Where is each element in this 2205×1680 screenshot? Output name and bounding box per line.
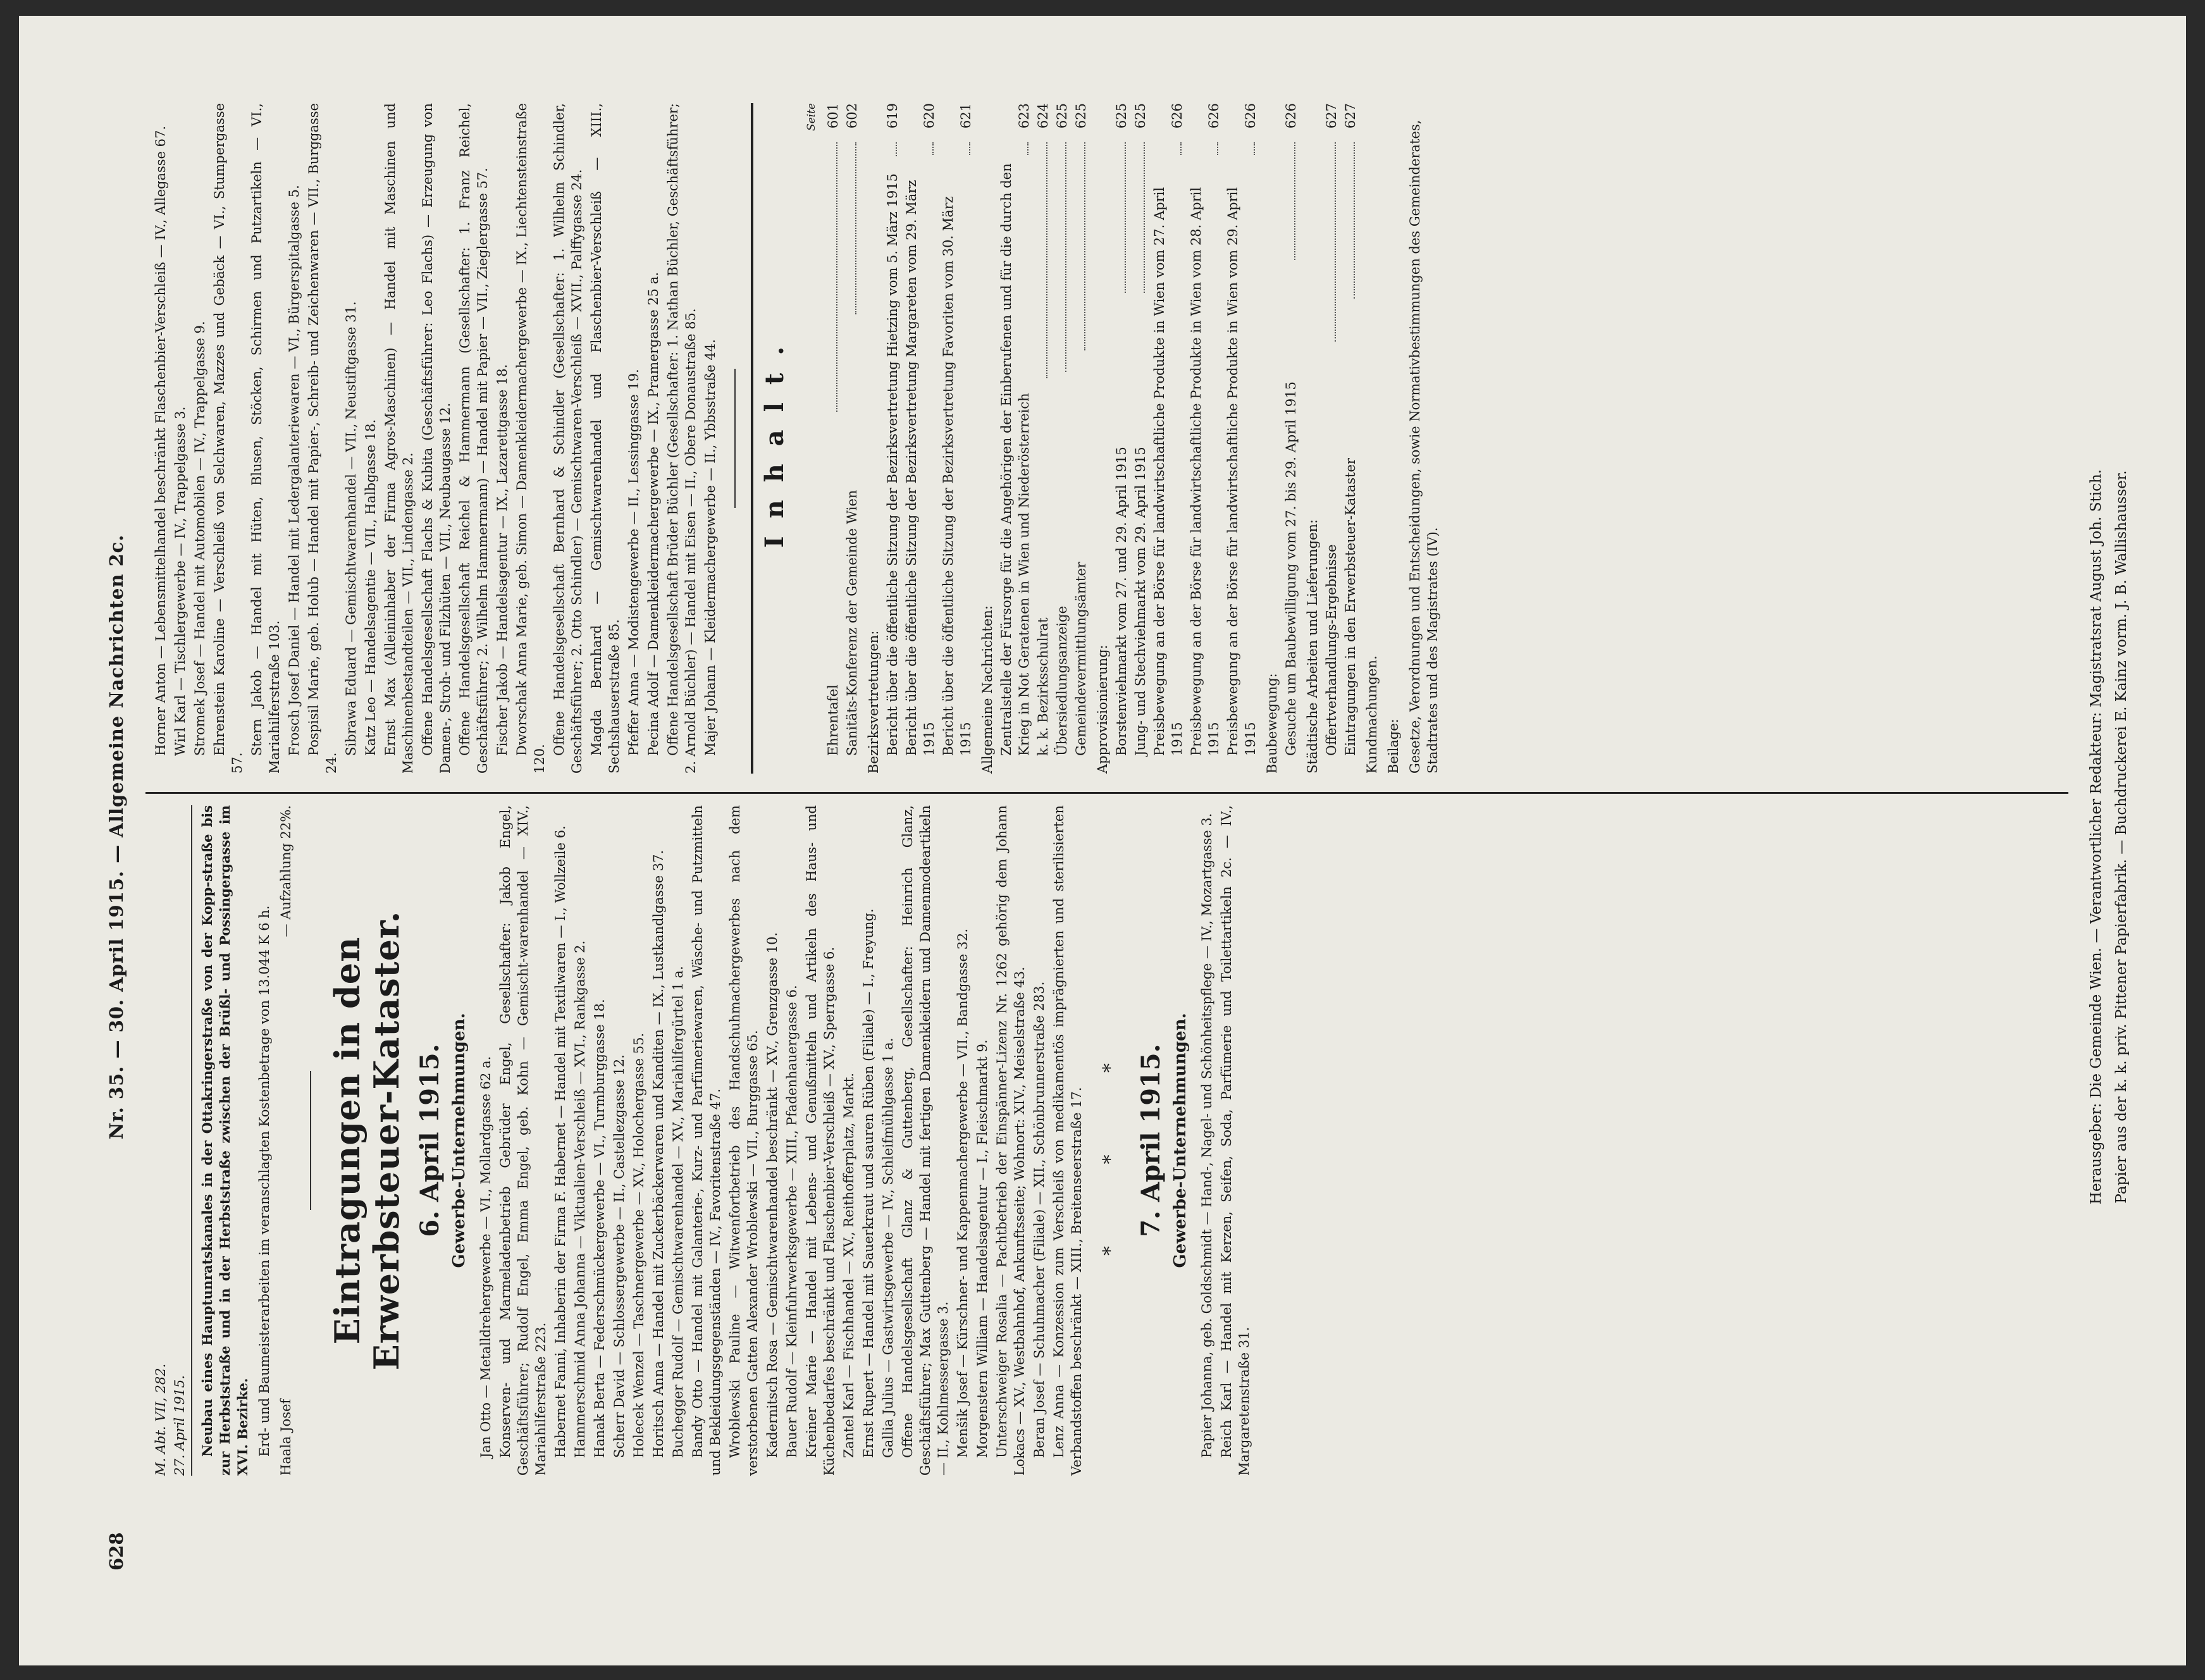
list-item: Stromek Josef — Handel mit Automobilen — IV., Trappelgasse 9.: [192, 321, 207, 756]
list-item: Offene Handelsgesellschaft Flachs & Kubita (Geschäftsführer: Leo Flachs) — Erzeugung von Damen-, Stroh- und Filzhüten — VII., Neubaugasse 12.: [420, 103, 453, 774]
toc-row: [1342, 103, 1359, 774]
entry-list-2: [1198, 805, 1253, 1476]
toc-row: [1224, 103, 1259, 774]
list-item: Horner Anton — Lebensmittelhandel beschränkt Flaschenbier-Verschleiß — IV., Allegasse 67.: [153, 125, 168, 756]
toc-row: [1151, 103, 1186, 774]
toc-page-number: 625: [1073, 102, 1089, 129]
list-item: Jan Otto — Metalldrehergewerbe — VI., Mollardgasse 62 a.: [478, 1056, 493, 1458]
toc-leader-dots: [1354, 142, 1355, 299]
list-item: Katz Leo — Handelsagentie — VII., Halbgasse 18.: [363, 419, 378, 756]
running-head: Nr. 35. — 30. April 1915. — Allgemeine Nachrichten 2c.: [106, 534, 127, 1140]
toc-leader-dots: [1180, 142, 1182, 155]
toc-group-heading: Städtische Arbeiten und Lieferungen:: [1305, 519, 1320, 774]
divider-rule: [734, 369, 736, 508]
toc-group-heading: Beilage:: [1386, 719, 1401, 774]
toc-entry-text: Preisbewegung an der Börse für landwirtschaftliche Produkte in Wien vom 29. April 1915: [1225, 187, 1258, 756]
list-item: Fischer Jakob — Handelsagentur — IX., Lazarettgasse 18.: [495, 364, 510, 756]
printer-line: Papier aus der k. k. priv. Pittener Papierfabrik. — Buchdruckerei E. Kainz vorm. J. B. Wallishausser.: [2113, 470, 2130, 1204]
page-number: 628: [106, 1532, 127, 1571]
list-item: Ernst Rupert — Handel mit Sauerkraut und sauren Rüben (Filiale) — I., Freyung.: [861, 908, 876, 1458]
entry-list-3: [152, 103, 719, 774]
toc-page-number: 624: [1035, 102, 1051, 129]
toc-entry-text: Bericht über die öffentliche Sitzung der Bezirksvertretung Favoriten vom 30. März 1915: [941, 196, 973, 756]
toc-entry-text: Gemeindevermittlungsämter: [1073, 562, 1089, 756]
toc-entry-text: Bericht über die öffentliche Sitzung der Bezirksvertretung Margareten vom 29. März 1915: [904, 180, 937, 756]
toc-group-heading: Gesetze, Verordnungen und Entscheidungen, sowie Normativbestimmungen des Gemeinderates, Stadtrates und des Magistrates (IV).: [1407, 120, 1440, 774]
toc-row: [1053, 103, 1071, 774]
toc-row: [1323, 103, 1340, 774]
toc-page-number: 627: [1324, 103, 1339, 129]
list-item: Buchegger Rudolf — Gemischtwarenhandel — XV., Mariahilfergürtel 1 a.: [670, 966, 686, 1458]
reference-date: 27. April 1915.: [171, 805, 192, 1476]
toc-row: [843, 103, 861, 774]
list-item: Zantel Karl — Fischhandel — XV., Reithofferplatz, Markt.: [841, 1073, 856, 1458]
toc-entry-text: Übersiedlungsanzeige: [1054, 605, 1070, 756]
toc-row: [903, 103, 938, 774]
list-item: Lenz Anna — Konzession zum Verschleiß von medikamentös imprägnierten und sterilisierten Verbandstoffen beschränkt — XIII., Breitenseerstraße 17.: [1051, 805, 1084, 1476]
toc-entry-text: Jung- und Stechviehmarkt vom 29. April 1915: [1133, 447, 1148, 756]
toc-page-number: 626: [1170, 103, 1185, 129]
tender-intro: Neubau eines Hauptunratskanales in der Ottakringerstraße von der Kopp-straße bis zur Herbststraße und in der Herbststraße zwischen der Brüßl- und Possingergasse im XVI. Bezirke.: [199, 805, 250, 1476]
reference-number: M. Abt. VII, 282.: [153, 1363, 168, 1476]
list-item: Konserven- und Marmeladenbetrieb Gebrüder Engel, Gesellschafter: Jakob Engel, Geschäftsführer; Rudolf Engel, Emma Engel, geb. Kohn — Gemischt-warenhandel — XIV., Mariahilferstraße 223.: [498, 805, 548, 1476]
toc-entry-text: Borstenviehmarkt vom 27. und 29. April 1915: [1114, 447, 1129, 756]
toc-entry-text: Bericht über die öffentliche Sitzung der Bezirksvertretung Hietzing vom 5. März 1915: [885, 173, 900, 756]
toc-entry-text: Sanitäts-Konferenz der Gemeinde Wien: [844, 490, 860, 756]
page-sheet: [19, 16, 2186, 1665]
tender-bid-row: [277, 805, 295, 1476]
list-item: Ernst Max (Alleininhaber der Firma Agros-Maschinen) — Handel mit Maschinen und Maschinenbestandteilen — VII., Lindengasse 2.: [383, 103, 416, 774]
list-item: Offene Handelsgesellschaft Bernhard & Schindler (Gesellschafter: 1. Wilhelm Schindler, Geschäftsführer; 2. Otto Schindler) — Gemischtwaren-Verschleiß — XVII., Palffygasse 24.: [552, 103, 584, 774]
list-item: Stern Jakob — Handel mit Hüten, Blusen, Stöcken, Schirmen und Putzartikeln — VI., Mariahilferstraße 103.: [249, 103, 282, 774]
toc-row: [824, 103, 842, 774]
toc-entry-text: Zentralstelle der Fürsorge für die Angehörigen der Einberufenen und für die durch den Krieg in Not Geratenen in Wien und Niederösterreich: [999, 163, 1032, 756]
toc-leader-dots: [896, 142, 897, 156]
table-of-contents: [824, 103, 1442, 774]
toc-page-number: 619: [885, 102, 900, 129]
section-separator-stars: * * *: [1099, 1025, 1121, 1256]
toc-page-label: Seite: [805, 103, 818, 132]
toc-entry-text: Gesuche um Baubewilligung vom 27. bis 29. April 1915: [1283, 381, 1299, 756]
toc-page-number: 625: [1054, 103, 1070, 129]
toc-row: [1034, 103, 1052, 774]
toc-page-number: 625: [1114, 102, 1129, 129]
toc-entry-text: Preisbewegung an der Börse für landwirtschaftliche Produkte in Wien vom 27. April 1915: [1152, 187, 1185, 756]
toc-row: [998, 103, 1033, 774]
toc-leader-dots: [1294, 142, 1295, 260]
toc-group-heading: Approvisionierung:: [1095, 645, 1110, 774]
left-column: [152, 805, 1255, 1476]
list-item: Offene Handelsgesellschaft Brüder Büchler (Gesellschafter: 1. Nathan Büchler, Geschäftsführer; 2. Arnold Büchler) — Handel mit Eisen — II., Obere Donaustraße 85.: [665, 103, 698, 774]
toc-page-number: 626: [1206, 103, 1221, 129]
toc-group-heading: Bezirksvertretungen:: [866, 630, 881, 774]
toc-entry-text: Eintragungen in den Erwerbsteuer-Kataster: [1343, 458, 1358, 756]
bidder-value: — Aufzahlung 22%.: [278, 805, 293, 937]
bidder-name: Haala Josef: [278, 1399, 293, 1476]
toc-page-number: 601: [825, 102, 841, 129]
list-item: Beran Josef — Schuhmacher (Filiale) — XII., Schönbrunnerstraße 283.: [1032, 981, 1047, 1458]
toc-leader-dots: [1335, 142, 1336, 342]
list-item: Majer Johann — Kleidermachergewerbe — II., Ybbsstraße 44.: [703, 339, 718, 756]
list-item: Bauer Rudolf — Kleinfuhrwerksgewerbe — XIII., Pfadenhauergasse 6.: [784, 985, 800, 1458]
list-item: Scherr David — Schlossergewerbe — II., Castellezgasse 12.: [612, 1054, 627, 1458]
toc-page-number: 626: [1243, 103, 1258, 129]
list-item: Holecek Wenzel — Taschnergewerbe — XV., Holochergasse 55.: [631, 1032, 646, 1458]
toc-page-number: 621: [958, 103, 973, 129]
toc-entry-text: Offertverhandlungs-Ergebnisse: [1324, 544, 1339, 756]
list-item: Bandy Otto — Handel mit Galanterie-, Kurz- und Parfümeriewaren, Wäsche- und Putzmitteln und Bekleidungsgegenständen — IV., Favoritenstraße 47.: [690, 805, 723, 1476]
toc-page-number: 627: [1343, 102, 1358, 129]
list-item: Papier Johanna, geb. Goldschmidt — Hand-, Nagel- und Schönheitspflege — IV., Mozartgasse 3.: [1199, 813, 1214, 1458]
toc-page-number: 625: [1133, 102, 1148, 129]
list-item: Morgenstern William — Handelsagentur — I., Fleischmarkt 9.: [975, 1039, 990, 1458]
toc-title: Inhalt.: [760, 328, 789, 548]
list-item: Pfeffer Anna — Modistengewerbe — II., Lessinggasse 19.: [626, 369, 641, 756]
list-item: Offene Handelsgesellschaft Reichel & Hammermann (Gesellschafter: 1. Franz Reichel, Geschäftsführer; 2. Wilhelm Hammermann) — Handel mit Papier — VII., Zieglergasse 57.: [457, 103, 490, 774]
toc-row: [1132, 103, 1149, 774]
toc-page-number: 602: [844, 102, 860, 129]
list-item: Magda Bernhard — Gemischtwarenhandel und Flaschenbier-Verschleiß — XIII., Sechshauserstraße 85.: [589, 103, 622, 774]
list-item: Pecina Adolf — Damenkleidermachergewerbe — IX., Pramergasse 25 a.: [646, 272, 661, 756]
rotated-page-content: [19, 16, 2186, 1665]
list-item: Dworschak Anna Marie, geb. Simon — Damenkleidermachergewerbe — IX., Liechtensteinstraße 120.: [514, 103, 547, 774]
toc-page-number: 623: [1016, 103, 1032, 129]
toc-leader-dots: [1254, 142, 1255, 155]
section-date-2: 7. April 1915.: [1136, 1044, 1166, 1237]
toc-row: [1072, 103, 1090, 774]
toc-entry-text: Ehrentafel: [825, 684, 841, 756]
toc-leader-dots: [1125, 142, 1126, 293]
list-item: Kadernitsch Rosa — Gemischtwarenhandel beschränkt — XV., Grenzgasse 10.: [765, 932, 780, 1458]
toc-group-heading: Allgemeine Nachrichten:: [980, 605, 995, 774]
toc-row: [1282, 103, 1300, 774]
toc-leader-dots: [1144, 142, 1145, 293]
list-item: Frosch Josef Daniel — Handel mit Ledergalanteriewaren — VI., Bürgerspitalgasse 5.: [287, 185, 302, 756]
list-item: Hammerschmid Anna Johanna — Viktualien-Verschleiß — XVI., Rankgasse 2.: [572, 940, 588, 1458]
right-column: [152, 103, 1443, 774]
toc-top-rule: [751, 103, 753, 774]
toc-leader-dots: [1065, 142, 1066, 372]
section-main-title: Eintragungen in den Erwerbsteuer-Kataster.: [327, 910, 407, 1371]
toc-leader-dots: [1027, 142, 1028, 155]
toc-entry-text: k. k. Bezirksschulrat: [1035, 617, 1051, 756]
list-item: Wroblewski Pauline — Witwenfortbetrieb des Handschuhmachergewerbes nach dem verstorbenen Gatten Alexander Wroblewski — VII., Burggasse 65.: [727, 805, 760, 1476]
list-item: Unterschweiger Rosalia — Pachtbetrieb der Einspänner-Lizenz Nr. 1262 gehörig dem Johann Lokacs — XV., Westbahnhof, Ankunftsseite; Wohnort: XIV., Meiselstraße 43.: [994, 805, 1027, 1476]
page-header: [76, 103, 127, 1571]
column-divider: [145, 792, 2068, 794]
toc-entry-text: Preisbewegung an der Börse für landwirtschaftliche Produkte in Wien vom 28. April 1915: [1189, 187, 1221, 756]
list-item: Reich Karl — Handel mit Kerzen, Seifen, Soda, Parfümerie und Toilettartikeln 2c. — IV., Margaretenstraße 31.: [1219, 805, 1252, 1476]
toc-row: [1113, 103, 1130, 774]
toc-page-number: 620: [922, 103, 937, 129]
toc-page-number: 626: [1283, 102, 1299, 129]
toc-leader-dots: [1084, 142, 1085, 350]
toc-group-heading: Baubewegung:: [1264, 673, 1280, 774]
toc-leader-dots: [855, 142, 856, 314]
list-item: Sibrawa Eduard — Gemischtwarenhandel — VII., Neustiftgasse 31.: [343, 301, 359, 756]
publisher-line: Herausgeber: Die Gemeinde Wien. — Verantwortlicher Redakteur: Magistratsrat August Joh. Stich.: [2088, 469, 2104, 1205]
section-date-1: 6. April 1915.: [415, 1044, 445, 1237]
toc-leader-dots: [932, 142, 934, 155]
list-item: Kreiner Marie — Handel mit Lebens- und Genußmitteln und Artikeln des Haus- und Küchenbedarfes beschränkt und Flaschenbier-Verschleiß — XV., Sperrgasse 6.: [804, 805, 837, 1476]
list-item: Gallia Julius — Gastwirtsgewerbe — IV., Schleifmühlgasse 1 a.: [880, 1037, 896, 1458]
section-subtitle-1: Gewerbe-Unternehmungen.: [450, 1013, 469, 1268]
toc-leader-dots: [969, 142, 970, 155]
toc-leader-dots: [1217, 142, 1218, 155]
list-item: Hanak Berta — Federschmückergewerbe — VI., Turmburggasse 18.: [592, 999, 607, 1458]
tender-work-label: Erd- und Baumeisterarbeiten im veranschlagten Kostenbetrage von 13.044 K 6 h.: [257, 905, 272, 1457]
toc-row: [884, 103, 901, 774]
list-item: Wirl Karl — Tischlergewerbe — IV., Trappelgasse 3.: [173, 406, 188, 756]
list-item: Ehrenstein Karoline — Verschleiß von Selchwaren, Mazzes und Gebäck — VI., Stumpergasse 57.: [212, 103, 245, 774]
toc-group-heading: Kundmachungen.: [1364, 655, 1380, 774]
divider-rule: [310, 1071, 311, 1210]
list-item: Habernet Fanni, Inhaberin der Firma F. Habernet — Handel mit Textilwaren — I., Wollzeile 6.: [553, 825, 568, 1458]
list-item: Menšik Josef — Kürschner- und Kappenmachergewerbe — VII., Bandgasse 32.: [955, 928, 970, 1458]
list-item: Offene Handelsgesellschaft Glanz & Guttenberg, Gesellschafter: Heinrich Glanz, Geschäftsführer; Max Guttenberg — Handel mit fertigen Damenkleidern und Damenmodeartikeln — II., Kohlmessergasse 3.: [900, 805, 951, 1476]
list-item: Pospisil Marie, geb. Holub — Handel mit Papier-, Schreib- und Zeichenwaren — VII., Burggasse 24.: [306, 103, 339, 774]
toc-row: [1187, 103, 1223, 774]
toc-leader-dots: [1046, 142, 1047, 378]
list-item: Horitsch Anna — Handel mit Zuckerbäckerwaren und Kanditen — IX., Lustkandlgasse 37.: [651, 849, 666, 1458]
toc-row: [939, 103, 975, 774]
toc-leader-dots: [836, 142, 837, 412]
section-subtitle-2: Gewerbe-Unternehmungen.: [1171, 1013, 1190, 1268]
entry-list-1: [477, 805, 1085, 1476]
